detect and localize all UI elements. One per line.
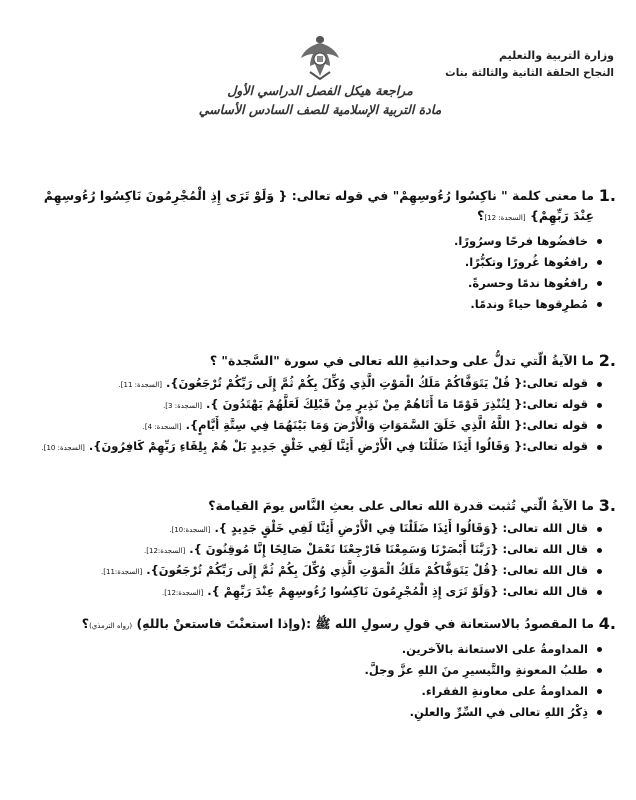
question-2 [22, 351, 616, 458]
ministry-name: وزارة التربية والتعليم [499, 49, 614, 62]
ministry-header [414, 48, 614, 81]
option[interactable] [22, 519, 602, 540]
question-text [22, 496, 616, 516]
question-body: ما الآيةُ الّتي تُثبت قدرة الله تعالى على بعثِ النَّاس يومَ القيامة؟ [208, 498, 594, 513]
question-body: ما معنى كلمة " ناكِسُوا رُءُوسِهِمْ" في قوله تعالى: { وَلَوْ تَرَى إِذِ الْمُجْرِمُونَ نَاكِسُوا رُءُوسِهِمْ عِنْدَ رَبِّهِمْ} [43, 188, 594, 223]
uae-emblem-icon [298, 32, 342, 82]
option-ref: [السجدة:12]. [162, 589, 204, 597]
question-tail: ؟ [477, 208, 485, 223]
question-4 [22, 614, 616, 723]
question-3 [22, 496, 616, 603]
option[interactable] [22, 540, 602, 561]
question-text [22, 351, 616, 371]
question-ref: (رواه الترمذي) [89, 622, 133, 630]
option[interactable] [22, 273, 602, 294]
question-ref: [السجدة: 12] [484, 214, 526, 222]
page-subtitle: مادة التربية الإسلامية للصف السادس الأساسي [198, 102, 442, 117]
option[interactable] [22, 231, 602, 252]
option-text: قوله تعالى:{ لِتُنْذِرَ قَوْمًا مَا أَتَاهُمْ مِنْ نَذِيرٍ مِنْ قَبْلِكَ لَعَلَّهُمْ يَهْتَدُونَ }. [206, 397, 588, 411]
options-list [22, 639, 616, 723]
option-text: قال الله تعالى: {وَلَوْ تَرَى إِذِ الْمُجْرِمُونَ نَاكِسُوا رُءُوسِهِمْ عِنْدَ رَبِّهِمْ }. [207, 584, 588, 598]
option[interactable] [22, 395, 602, 416]
option-text: المداومةُ على الاستعانة بالآخرين. [401, 642, 588, 656]
option-ref: [السجدة: 11]. [118, 381, 162, 389]
question-text [22, 614, 616, 636]
question-number: 1. [598, 186, 616, 205]
option-ref: [السجدة: 10]. [41, 444, 85, 452]
option-text: خافضُوها فرحًا وسرُورًا. [454, 234, 588, 248]
question-number: 2. [598, 351, 616, 370]
question-body: ما الآيةُ الّتي تدلُّ على وحدانيةِ الله تعالى في سورة "السَّجدة" ؟ [209, 353, 594, 368]
option[interactable] [22, 416, 602, 437]
option-text: ذِكْرُ اللهِ تعالى في السِّرِّ والعلنِ. [409, 705, 588, 719]
option[interactable] [22, 582, 602, 603]
option-text: قوله تعالى:{ اللَّهُ الَّذِي خَلَقَ السَّمَوَاتِ وَالْأَرْضَ وَمَا بَيْنَهُمَا فِي سِتَّةِ أَيَّامٍ}. [185, 418, 588, 432]
option[interactable] [22, 294, 602, 315]
option-text: قال الله تعالى: {وَقَالُوا أَئِذَا ضَلَلْنَا فِي الْأَرْضِ أَئِنَّا لَفِي خَلْقٍ جَدِيدٍ }. [214, 521, 588, 535]
option-ref: [السجدة: 4]. [142, 423, 182, 431]
option[interactable] [22, 681, 602, 702]
option-text: مُطرِقوها حياءً وندمًا. [470, 297, 588, 311]
option-text: قوله تعالى:{ وَقَالُوا أَئِذَا ضَلَلْنَا فِي الْأَرْضِ أَئِنَّا لَفِي خَلْقٍ جَدِيدٍ بَلْ هُمْ بِلِقَاءِ رَبِّهِمْ كَافِرُونَ}. [88, 439, 588, 453]
option[interactable] [22, 660, 602, 681]
question-body: ما المقصودُ بالاستعانة في قولِ رسولِ الله ﷺ :(وإذا استعنْتَ فاستعنْ باللهِ) [136, 616, 594, 631]
option[interactable] [22, 702, 602, 723]
option-text: رافعُوها غُرورًا وتكبُّرًا. [464, 255, 588, 269]
school-name: النجاح الحلقة الثانية والثالثة بنات [445, 67, 614, 79]
option-ref: [السجدة:12]. [144, 547, 186, 555]
options-list [22, 231, 616, 315]
option[interactable] [22, 374, 602, 395]
option-text: المداومةُ على معاونةِ الفقراء. [421, 684, 588, 698]
question-number: 3. [598, 496, 616, 515]
option[interactable] [22, 437, 602, 458]
worksheet-titles [150, 82, 490, 118]
options-list [22, 374, 616, 458]
question-tail: ؟ [81, 616, 90, 631]
question-text [22, 186, 616, 228]
option[interactable] [22, 561, 602, 582]
option[interactable] [22, 252, 602, 273]
option-ref: [السجدة:10]. [169, 526, 211, 534]
option[interactable] [22, 639, 602, 660]
page-title: مراجعة هيكل الفصل الدراسي الأول [227, 83, 413, 98]
option-ref: [السجدة: 3]. [163, 402, 202, 410]
option-text: رافعُوها ندمًا وحسرةً. [468, 276, 588, 290]
option-text: طلبُ المعونةِ والتَّيسيرِ منَ اللهِ عزَّ وجلَّ. [364, 663, 588, 677]
option-text: قوله تعالى:{ قُلْ يَتَوَفَّاكُمْ مَلَكُ الْمَوْتِ الَّذِي وُكِّلَ بِكُمْ ثُمَّ إِلَى رَبِّكُمْ تُرْجَعُونَ}. [165, 376, 588, 390]
question-1 [22, 186, 616, 315]
question-number: 4. [598, 614, 616, 633]
option-ref: [السجدة:11]. [101, 568, 143, 576]
option-text: قال الله تعالى: {رَبَّنَا أَبْصَرْنَا وَسَمِعْنَا فَارْجِعْنَا نَعْمَلْ صَالِحًا إِنَّا مُوقِنُونَ }. [189, 542, 588, 556]
option-text: قال الله تعالى: {قُلْ يَتَوَفَّاكُمْ مَلَكُ الْمَوْتِ الَّذِي وُكِّلَ بِكُمْ ثُمَّ إِلَى رَبِّكُمْ تُرْجَعُونَ}. [146, 563, 588, 577]
options-list [22, 519, 616, 603]
